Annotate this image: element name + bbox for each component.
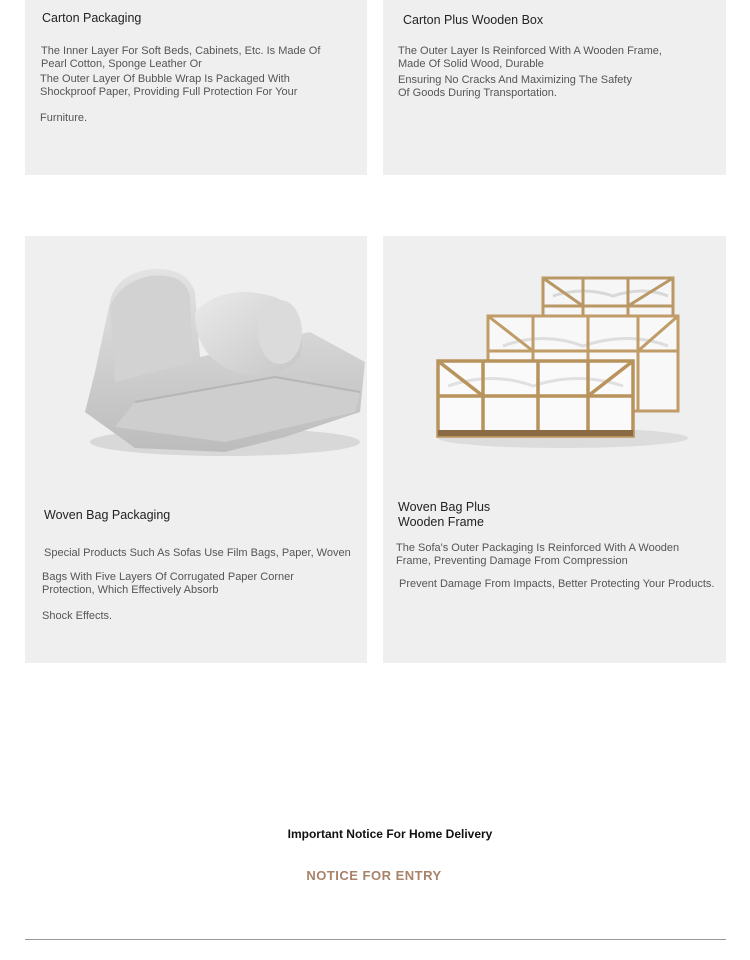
card-description-line: Special Products Such As Sofas Use Film Bags, Paper, Woven <box>44 547 351 559</box>
card-description-line: The Inner Layer For Soft Beds, Cabinets, Etc. Is Made Of <box>41 45 321 57</box>
card-description-line: Of Goods During Transportation. <box>398 87 557 99</box>
card-description-line: Prevent Damage From Impacts, Better Protecting Your Products. <box>399 578 715 590</box>
section-divider <box>25 939 726 940</box>
card-title: Carton Plus Wooden Box <box>403 13 544 27</box>
card-description-line: Furniture. <box>40 112 88 124</box>
card-description-line: Made Of Solid Wood, Durable <box>398 58 544 70</box>
card-title: Carton Packaging <box>42 11 142 25</box>
card-title: Woven Bag Packaging <box>44 508 171 522</box>
packaging-card-carton-wooden-box <box>383 0 726 175</box>
card-description-line: The Sofa's Outer Packaging Is Reinforced With A Wooden <box>396 542 680 554</box>
card-description-line: Frame, Preventing Damage From Compression <box>396 555 628 567</box>
card-description-line: Ensuring No Cracks And Maximizing The Safety <box>398 74 632 86</box>
card-description-line: Bags With Five Layers Of Corrugated Paper Corner <box>42 571 294 583</box>
card-description-line: Protection, Which Effectively Absorb <box>42 584 219 596</box>
card-title-line: Woven Bag Plus <box>398 500 491 514</box>
packaging-card-carton <box>25 0 367 175</box>
notice-title: Important Notice For Home Delivery <box>287 827 493 841</box>
packaging-card-woven-bag <box>25 236 367 663</box>
card-description-line: Pearl Cotton, Sponge Leather Or <box>41 58 202 70</box>
card-description-line: Shock Effects. <box>42 610 113 622</box>
notice-subtitle: NOTICE FOR ENTRY <box>306 868 442 883</box>
card-description-line: The Outer Layer Of Bubble Wrap Is Packaged With <box>40 73 290 85</box>
card-description-line: The Outer Layer Is Reinforced With A Wooden Frame, <box>398 45 662 57</box>
packaging-card-woven-bag-wooden-frame <box>383 236 726 663</box>
card-title-line: Wooden Frame <box>398 515 484 529</box>
woven-bag-sofa-image <box>75 262 365 462</box>
wooden-frame-crate-image <box>433 266 693 451</box>
card-description-line: Shockproof Paper, Providing Full Protection For Your <box>40 86 298 98</box>
